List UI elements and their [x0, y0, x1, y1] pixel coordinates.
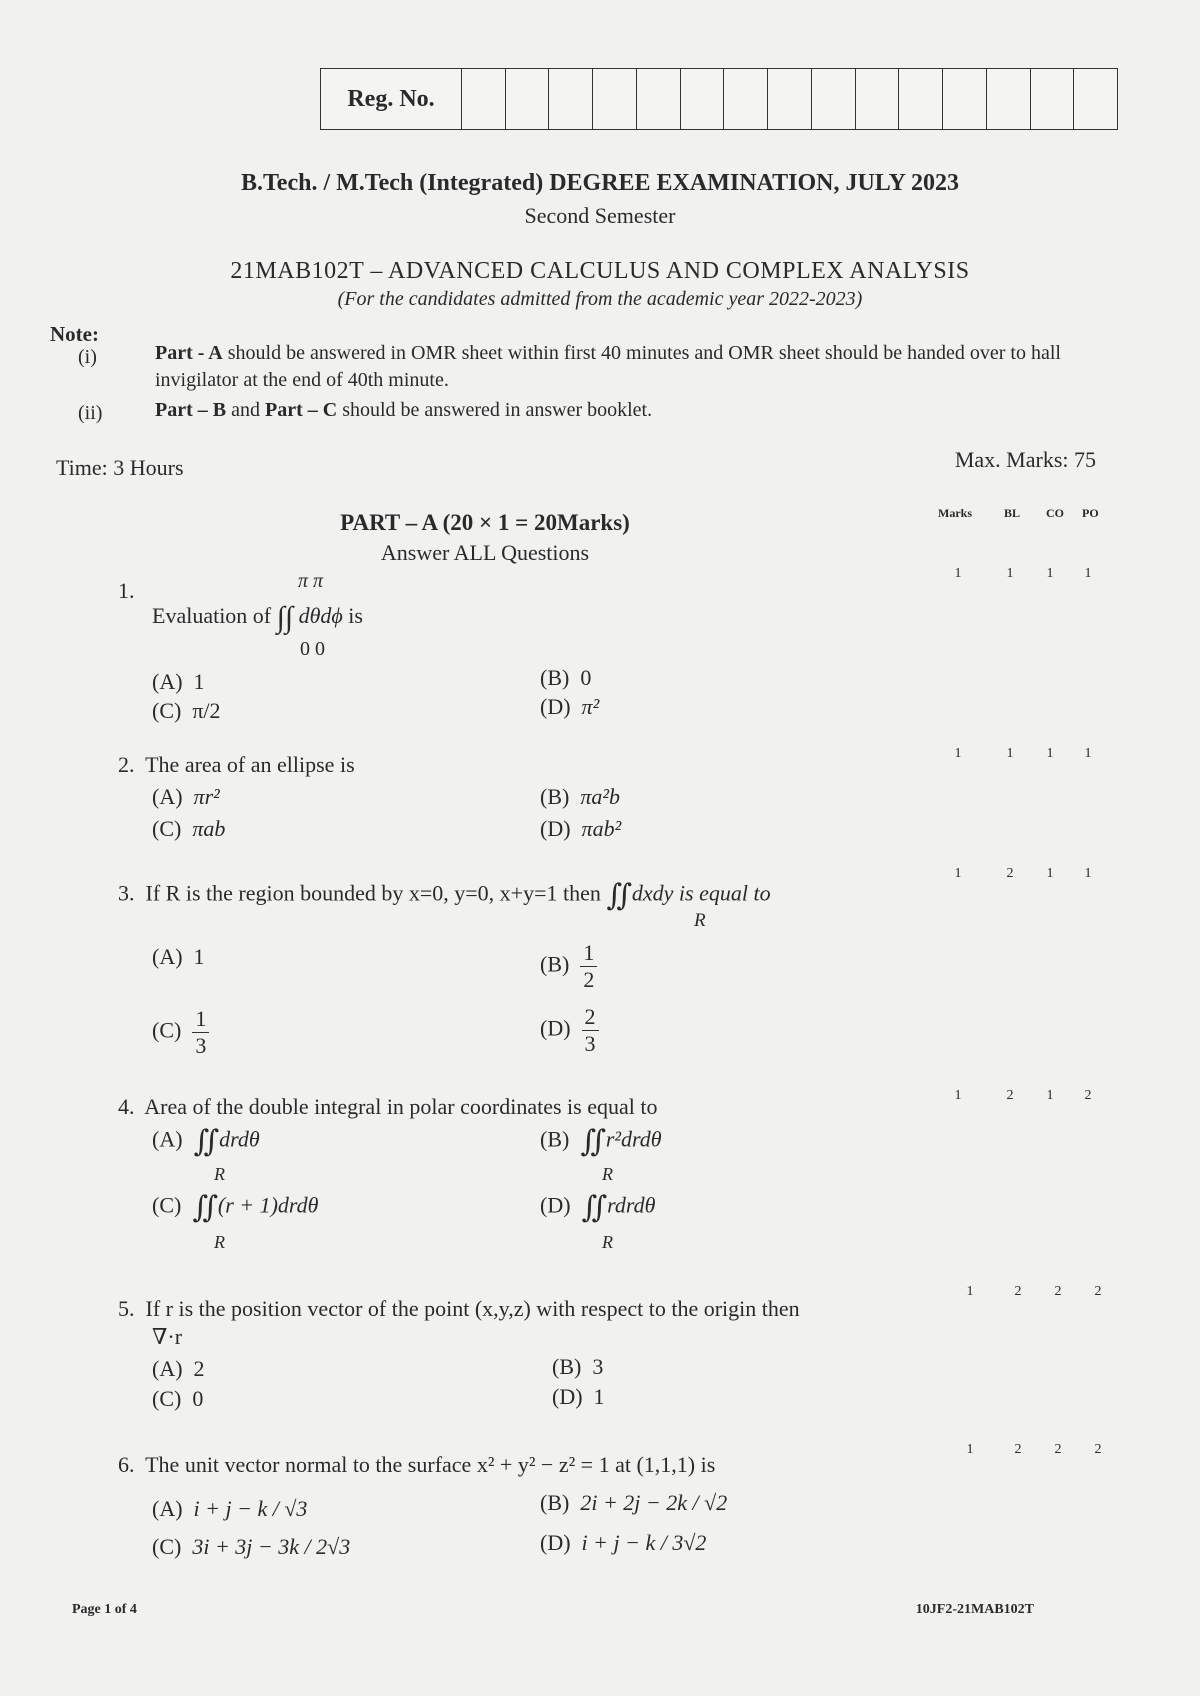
note-text: [155, 397, 1100, 424]
reg-cell: [681, 69, 725, 129]
option-b: (B) 0: [540, 665, 592, 690]
meta-po: 1: [1084, 866, 1092, 881]
col-co: CO: [1046, 506, 1064, 520]
note-bold: Part – C: [264, 399, 338, 421]
q5-text: If r is the position vector of the point (x,y,z) with respect to the origin then: [145, 1296, 800, 1321]
q1-tail: is: [348, 603, 363, 629]
course-title: 21MAB102T – ADVANCED CALCULUS AND COMPLEX ANALYSIS: [230, 258, 970, 284]
fraction: $\frac{1}{2}$: [580, 940, 597, 993]
option-a-text: i + j − k / √3: [193, 1496, 308, 1521]
meta-co: 2: [1054, 1442, 1062, 1457]
q3-integrand: dxdy is equal to: [631, 880, 771, 906]
question-text: [152, 601, 363, 635]
reg-no-box: [320, 68, 1118, 130]
reg-no-label: Reg. No.: [321, 69, 462, 129]
fraction: $\frac{1}{3}$: [192, 1006, 209, 1059]
semester: Second Semester: [524, 203, 676, 228]
note-number: (ii): [78, 402, 103, 424]
option-b: (B) πa²b: [540, 784, 620, 809]
option-b-text: 3: [592, 1354, 604, 1379]
option-c: (C) $\frac{1}{3}$: [152, 1006, 209, 1059]
option-d: (D) πab²: [540, 816, 622, 841]
note-number: (i): [78, 346, 97, 368]
option-d: (D) ∬rdrdθ: [540, 1191, 656, 1224]
meta-co: 1: [1046, 746, 1054, 761]
q1-integrand: dθdϕ: [298, 603, 343, 629]
option-d: (D) π²: [540, 694, 600, 719]
option-d: (D) $\frac{2}{3}$: [540, 1004, 599, 1057]
meta-bl: 2: [1006, 866, 1014, 881]
meta-bl: 2: [1006, 1088, 1014, 1103]
option-d-text: πab²: [581, 816, 622, 841]
option-b-text: 0: [580, 665, 592, 690]
option-c: (C) πab: [152, 816, 226, 841]
reg-cell: [462, 69, 506, 129]
double-integral-sign: ∬: [606, 879, 632, 912]
meta-po: 1: [1084, 566, 1092, 581]
region-label: R: [602, 1164, 613, 1184]
meta-marks: 1: [966, 1284, 974, 1299]
reg-cell: [724, 69, 768, 129]
meta-co: 2: [1054, 1284, 1062, 1299]
meta-po: 2: [1094, 1284, 1102, 1299]
reg-cell: [1074, 69, 1117, 129]
option-c: (C) π/2: [152, 698, 221, 723]
region-label: R: [214, 1232, 225, 1252]
reg-cell: [506, 69, 550, 129]
question-number: 1.: [118, 578, 135, 603]
reg-cell: [637, 69, 681, 129]
reg-cell: [987, 69, 1031, 129]
meta-marks: 1: [954, 746, 962, 761]
integral-upper-limits: π π: [298, 570, 324, 592]
reg-cell: [593, 69, 637, 129]
question-number: 2.: [118, 752, 135, 777]
q4-text: Area of the double integral in polar coordinates is equal to: [144, 1094, 658, 1119]
option-a-text: 2: [193, 1356, 205, 1381]
meta-po: 2: [1084, 1088, 1092, 1103]
meta-co: 1: [1046, 1088, 1054, 1103]
option-c-text: 3i + 3j − 3k / 2√3: [192, 1534, 351, 1559]
option-b: (B) ∬r²drdθ: [540, 1125, 662, 1158]
option-d-text: i + j − k / 3√2: [581, 1530, 707, 1555]
option-a: (A) 1: [152, 944, 205, 969]
option-d: (D) 1: [552, 1384, 605, 1409]
note-heading: Note:: [50, 322, 99, 346]
part-a-title: PART – A (20 × 1 = 20Marks): [340, 510, 630, 535]
option-b-text: πa²b: [580, 784, 620, 809]
reg-cell: [1031, 69, 1075, 129]
meta-po: 1: [1084, 746, 1092, 761]
col-bl: BL: [1004, 506, 1021, 520]
option-a-text: 1: [193, 944, 205, 969]
meta-bl: 1: [1006, 566, 1014, 581]
option-c: (C) ∬(r + 1)drdθ: [152, 1191, 319, 1224]
option-d: (D) i + j − k / 3√2: [540, 1530, 707, 1555]
option-a-text: 1: [193, 669, 205, 694]
meta-bl: 1: [1006, 746, 1014, 761]
meta-co: 1: [1046, 566, 1054, 581]
option-a: (A) 2: [152, 1356, 205, 1381]
region-label: R: [694, 910, 706, 931]
meta-bl: 2: [1014, 1284, 1022, 1299]
meta-co: 1: [1046, 866, 1054, 881]
q5-line2: ∇·r: [152, 1324, 183, 1349]
option-a-text: πr²: [193, 784, 220, 809]
option-c-text: 0: [192, 1386, 204, 1411]
meta-bl: 2: [1014, 1442, 1022, 1457]
note-bold: Part – B: [155, 399, 227, 421]
question-number: 6.: [118, 1452, 135, 1477]
question-text: [118, 752, 355, 778]
meta-po: 2: [1094, 1442, 1102, 1457]
note-text: [155, 340, 1100, 394]
reg-cell: [812, 69, 856, 129]
q6-text: The unit vector normal to the surface x² + y² − z² = 1 at (1,1,1) is: [145, 1452, 716, 1477]
reg-cell: [899, 69, 943, 129]
meta-marks: 1: [954, 1088, 962, 1103]
part-a-subtitle: Answer ALL Questions: [380, 540, 590, 565]
question-text: [118, 1296, 800, 1322]
reg-cell: [549, 69, 593, 129]
question-number: 4.: [118, 1094, 135, 1119]
option-b: (B) $\frac{1}{2}$: [540, 940, 597, 993]
note-body: should be answered in OMR sheet within first 40 minutes and OMR sheet should be handed over to hall invigilator at the end of 40th minute.: [155, 342, 1061, 391]
option-a: (A) ∬drdθ: [152, 1125, 260, 1158]
option-c: (C) 0: [152, 1386, 204, 1411]
note-bold: Part - A: [155, 342, 223, 364]
option-d-text: π²: [581, 694, 600, 719]
q2-text: The area of an ellipse is: [145, 752, 355, 777]
note-body: should be answered in answer booklet.: [337, 399, 653, 421]
meta-marks: 1: [966, 1442, 974, 1457]
integral-lower-limits: 0 0: [300, 638, 325, 660]
question-text: [118, 878, 771, 913]
exam-title: B.Tech. / M.Tech (Integrated) DEGREE EXAMINATION, JULY 2023: [240, 170, 960, 196]
paper-code: 10JF2-21MAB102T: [915, 1602, 1034, 1617]
page-number: Page 1 of 4: [72, 1602, 137, 1617]
option-c-text: πab: [192, 816, 226, 841]
option-a: (A) 1: [152, 669, 205, 694]
meta-marks: 1: [954, 866, 962, 881]
max-marks: Max. Marks: 75: [954, 447, 1096, 472]
option-c-text: π/2: [192, 698, 221, 723]
question-text: [118, 1094, 657, 1120]
option-b-text: 2i + 2j − 2k / √2: [580, 1490, 728, 1515]
reg-cell: [943, 69, 987, 129]
note-mid: and: [226, 399, 265, 421]
col-po: PO: [1082, 506, 1099, 520]
question-number: 5.: [118, 1296, 135, 1321]
admitted-note: (For the candidates admitted from the academic year 2022-2023): [337, 288, 863, 310]
q3-text: If R is the region bounded by x=0, y=0, x+y=1 then: [145, 880, 601, 906]
option-a: (A) πr²: [152, 784, 220, 809]
question-text: [118, 1452, 715, 1478]
fraction: $\frac{2}{3}$: [582, 1004, 599, 1057]
option-b: (B) 3: [552, 1354, 604, 1379]
question-number: 3.: [118, 880, 135, 906]
option-c: (C) 3i + 3j − 3k / 2√3: [152, 1534, 351, 1559]
reg-cell: [768, 69, 812, 129]
reg-cell: [856, 69, 900, 129]
option-d-text: 1: [593, 1384, 605, 1409]
option-a: (A) i + j − k / √3: [152, 1496, 308, 1521]
meta-marks: 1: [954, 566, 962, 581]
time-duration: Time: 3 Hours: [56, 455, 184, 480]
option-b: (B) 2i + 2j − 2k / √2: [540, 1490, 728, 1515]
region-label: R: [214, 1164, 225, 1184]
region-label: R: [602, 1232, 613, 1252]
q1-text: Evaluation of: [152, 603, 272, 629]
col-marks: Marks: [938, 506, 972, 520]
double-integral-sign: ∫∫: [276, 601, 294, 634]
